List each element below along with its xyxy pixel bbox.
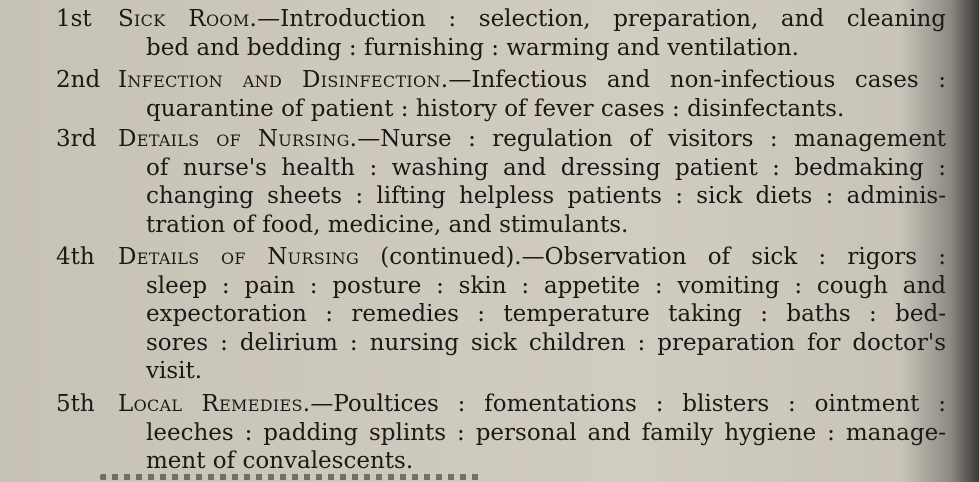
lesson-text: —Introduction : selection, preparation, and cleaning (257, 6, 946, 32)
lesson-2 (56, 66, 946, 123)
lesson-line: ment of convalescents. (146, 448, 414, 474)
lesson-text: (continued).—Observation of sick : rigors : (359, 244, 947, 270)
lesson-1 (56, 5, 946, 62)
lesson-first-line (56, 5, 946, 34)
lesson-first-line (56, 125, 946, 154)
lesson-4 (56, 243, 946, 386)
lesson-number: 5th (56, 391, 95, 417)
lesson-line: quarantine of patient : history of fever cases : disinfectants. (146, 95, 845, 122)
lesson-number: 3rd (56, 126, 97, 152)
lesson-first-line (56, 66, 946, 95)
lesson-line: sleep : pain : posture : skin : appetite : vomiting : cough and (146, 272, 946, 299)
lesson-line: sores : delirium : nursing sick children : preparation for doctor's (146, 329, 946, 356)
lesson-first-line (56, 243, 946, 272)
lesson-line: of nurse's health : washing and dressing patient : bedmaking : (146, 154, 946, 181)
lesson-line: expectoration : remedies : temperature taking : baths : bed- (146, 301, 946, 327)
lesson-number: 2nd (56, 67, 101, 93)
lesson-text: —Nurse : regulation of visitors : management (357, 126, 946, 152)
lesson-text: —Infectious and non-infectious cases : (448, 67, 946, 93)
lesson-heading: Local Remedies. (118, 391, 311, 417)
lesson-3 (56, 125, 946, 239)
lesson-text: —Poultices : fomentations : blisters : ointment : (310, 391, 946, 417)
lesson-line: visit. (146, 358, 203, 384)
lesson-heading: Details of Nursing. (118, 126, 358, 152)
lesson-5 (56, 390, 946, 476)
lesson-line: tration of food, medicine, and stimulants. (146, 211, 629, 238)
lesson-line: bed and bedding : furnishing : warming and ventilation. (146, 34, 799, 61)
lesson-heading: Sick Room. (118, 6, 258, 32)
lesson-heading: Infection and Disinfection. (118, 67, 449, 93)
lesson-line: changing sheets : lifting helpless patients : sick diets : adminis- (146, 183, 946, 209)
lesson-heading: Details of Nursing (118, 244, 360, 270)
cut-off-next-line (0, 474, 979, 482)
lesson-number: 4th (56, 244, 95, 270)
lesson-line: leeches : padding splints : personal and family hygiene : manage- (146, 419, 946, 446)
lesson-number: 1st (56, 6, 92, 32)
lesson-first-line (56, 390, 946, 419)
partial-text-strip (100, 474, 480, 480)
